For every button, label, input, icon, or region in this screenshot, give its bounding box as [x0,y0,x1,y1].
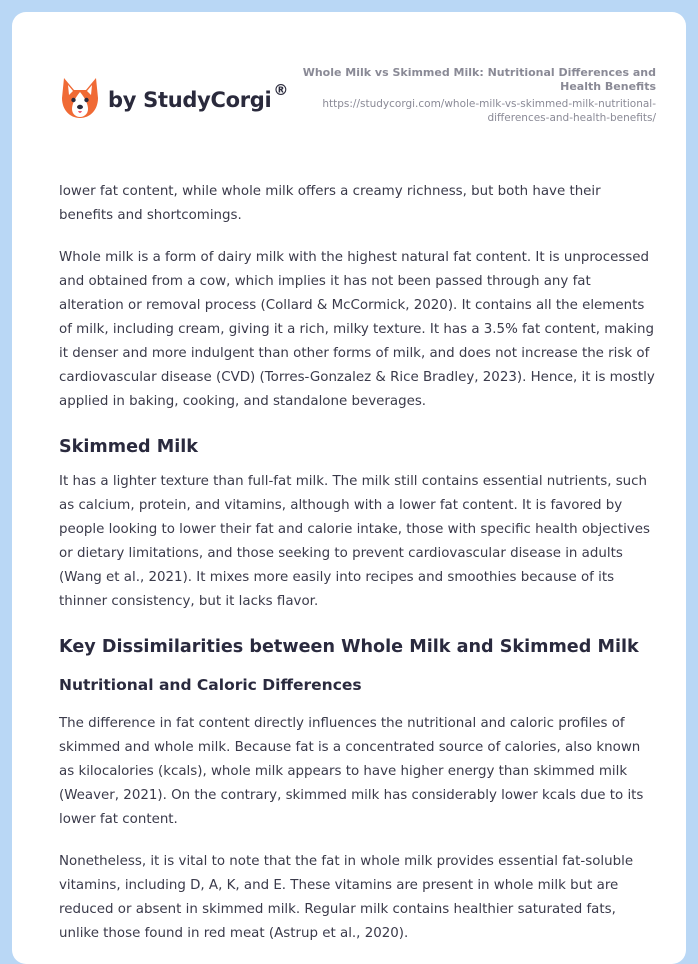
registered-mark: ® [273,80,289,99]
paragraph: lower fat content, while whole milk offers a creamy richness, but both have their benefits and shortcomings. [59,184,601,223]
paragraph: The difference in fat content directly influences the nutritional and caloric profiles of skimmed and whole milk. Because fat is a concentrated source of calories, also known as kilocalories (kcals), whole milk appears to have higher energy than skimmed milk (Weaver, 2021). On the contrary, skimmed milk has considerably lower kcals due to its lower fat content. [59,716,644,827]
document-url[interactable]: https://studycorgi.com/whole-milk-vs-skimmed-milk-nutritional-differences-and-health-benefits/ [322,98,656,124]
paragraph: Whole milk is a form of dairy milk with the highest natural fat content. It is unprocessed and obtained from a cow, which implies it has not been passed through any fat alteration or removal process (Collard & McCormick, 2020). It contains all the elements of milk, including cream, giving it a rich, milky texture. It has a 3.5% fat content, making it denser and more indulgent than other forms of milk, and does not increase the risk of cardiovascular disease (CVD) (Torres-Gonzalez & Rice Bradley, 2023). Hence, it is mostly applied in baking, cooking, and standalone beverages. [59,250,655,409]
document-meta [296,66,656,125]
document-page [12,12,686,964]
paragraph: Nonetheless, it is vital to note that the fat in whole milk provides essential fat-soluble vitamins, including D, A, K, and E. These vitamins are present in whole milk but are reduced or absent in skimmed milk. Regular milk contains healthier saturated fats, unlike those found in red meat (Astrup et al., 2020). [59,854,634,941]
studycorgi-logo[interactable] [60,76,288,120]
page-header [12,12,686,152]
article-body [59,180,655,964]
document-title: Whole Milk vs Skimmed Milk: Nutritional Differences and Health Benefits [302,66,656,93]
subsection-heading-nutritional: Nutritional and Caloric Differences [59,676,362,694]
brand-name: by StudyCorgi ® [108,80,289,112]
corgi-icon [60,76,100,120]
paragraph: It has a lighter texture than full-fat milk. The milk still contains essential nutrients, such as calcium, protein, and vitamins, although with a lower fat content. It is favored by people looking to lower their fat and calorie intake, those with specific health objectives or dietary limitations, and those seeking to prevent cardiovascular disease in adults (Wang et al., 2021). It mixes more easily into recipes and smoothies because of its thinner consistency, but it lacks flavor. [59,474,650,609]
section-heading-key-dissimilarities: Key Dissimilarities between Whole Milk and Skimmed Milk [59,637,639,657]
section-heading-skimmed-milk: Skimmed Milk [59,437,198,457]
